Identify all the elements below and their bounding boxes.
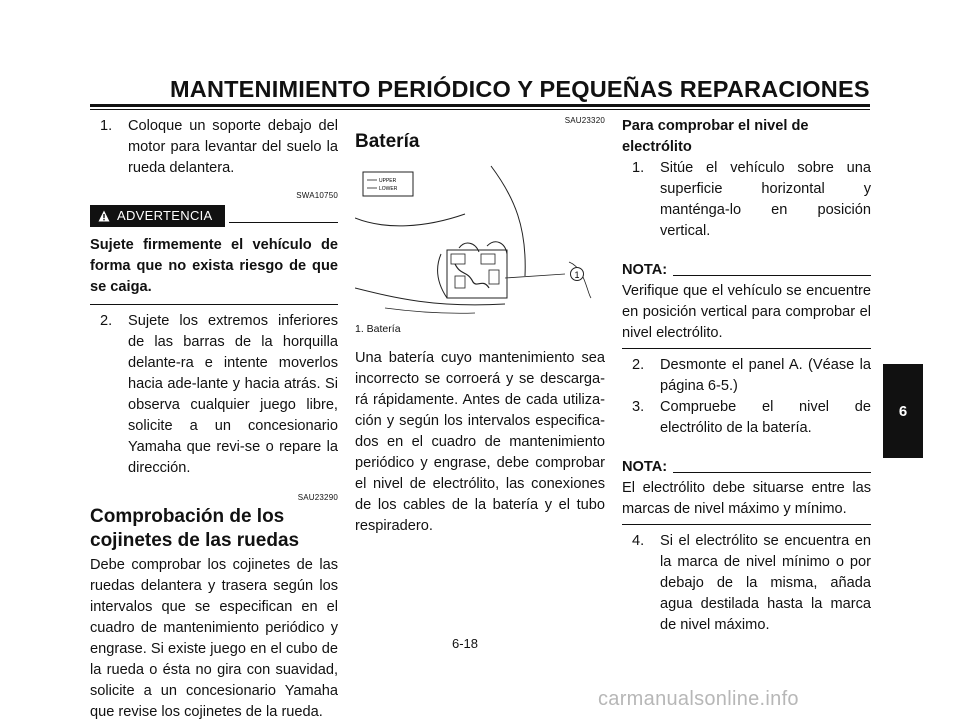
note-1-rule xyxy=(673,275,871,276)
warning-rule xyxy=(229,222,338,223)
step-c4 xyxy=(622,531,871,636)
figure-label-upper: UPPER xyxy=(379,178,397,184)
step-1 xyxy=(90,116,338,179)
header-rule-thin xyxy=(90,109,870,110)
step-c3-text: Compruebe el nivel de electrólito de la batería. xyxy=(660,399,871,436)
step-2 xyxy=(90,311,338,479)
warning-text: Sujete firmemente el vehículo de forma que no exista riesgo de que se caiga. xyxy=(90,237,338,295)
step-c2-text: Desmonte el panel A. (Véase la página 6-5.) xyxy=(660,357,871,394)
section-body-battery: Una batería cuyo mantenimiento sea incorrecto se corroerá y se descarga-rá rápidamente. Antes de cada utiliza-ción y según los intervalos especifica-dos en el cuadro de mantenimiento periódico y engrase, debe comprobar el nivel de electrólito, las conexiones de los cables de la batería y el tubo respiradero. xyxy=(355,350,605,534)
figure-callout-1: 1 xyxy=(574,270,580,280)
note-2-heading xyxy=(622,457,871,478)
subhead-electrolyte: Para comprobar el nivel de electrólito xyxy=(622,118,809,155)
warning-code: SWA10750 xyxy=(296,191,338,200)
note-1-heading xyxy=(622,260,871,281)
warning-banner xyxy=(90,205,338,227)
figure-caption: 1. Batería xyxy=(355,323,401,335)
figure-label-lower: LOWER xyxy=(379,186,398,192)
step-c2-number: 2. xyxy=(632,357,645,373)
warning-label: ADVERTENCIA xyxy=(117,208,213,223)
step-c2 xyxy=(622,355,871,397)
section-code-battery: SAU23320 xyxy=(564,116,605,125)
step-c3-number: 3. xyxy=(632,399,645,415)
section-title-bearings-line1: Comprobación de los xyxy=(90,506,285,527)
section-code-bearings: SAU23290 xyxy=(297,493,338,502)
note-2-rule xyxy=(673,472,871,473)
page-header-title: MANTENIMIENTO PERIÓDICO Y PEQUEÑAS REPARACIONES xyxy=(170,76,870,102)
section-body-bearings: Debe comprobar los cojinetes de las ruedas delantera y trasera según los intervalos que se especifican en el cuadro de mantenimiento periódico y engrase. Si existe juego en el cubo de la rueda o ésta no gira con suavidad, solicite a un concesionario Yamaha que revise los cojinetes de la rueda. xyxy=(90,557,338,720)
column-middle xyxy=(355,116,605,537)
step-c1 xyxy=(622,158,871,242)
step-c1-text: Sitúe el vehículo sobre una superficie horizontal y manténga-lo en posición vertical. xyxy=(660,160,871,239)
warning-badge xyxy=(90,205,225,227)
section-title-bearings-line2: cojinetes de las ruedas xyxy=(90,530,300,551)
column-left xyxy=(90,116,338,723)
step-c3 xyxy=(622,397,871,439)
warning-end-rule xyxy=(90,304,338,305)
note-2-text: El electrólito debe situarse entre las marcas de nivel máximo y mínimo. xyxy=(622,480,871,517)
note-2-end-rule xyxy=(622,524,871,525)
warning-triangle-icon xyxy=(98,210,110,222)
step-1-text: Coloque un soporte debajo del motor para levantar del suelo la rueda delantera. xyxy=(128,118,338,176)
step-2-number: 2. xyxy=(100,313,113,329)
step-c1-number: 1. xyxy=(632,160,645,176)
step-2-text: Sujete los extremos inferiores de las barras de la horquilla delante-ra e intente moverlos hacia ade-lante y hacia atrás. Si observa cualquier juego libre, solicite a un concesionario Yamaha que revi-se o repare la dirección. xyxy=(128,313,338,476)
section-title-bearings xyxy=(90,505,338,553)
battery-illustration xyxy=(355,158,605,318)
note-1-text: Verifique que el vehículo se encuentre en posición vertical para comprobar el nivel electrólito. xyxy=(622,283,871,341)
column-right xyxy=(622,116,871,636)
step-c4-number: 4. xyxy=(632,533,645,549)
note-2-label: NOTA: xyxy=(622,459,668,475)
note-1-end-rule xyxy=(622,348,871,349)
section-title-battery: Batería xyxy=(355,131,420,152)
step-1-number: 1. xyxy=(100,118,113,134)
note-1-label: NOTA: xyxy=(622,262,668,278)
header-rule-thick xyxy=(90,104,870,107)
chapter-tab: 6 xyxy=(883,364,923,458)
page-number: 6-18 xyxy=(452,636,479,651)
step-c4-text: Si el electrólito se encuentra en la marca de nivel mínimo o por debajo de la misma, añada agua destilada hasta la marca de nivel máximo. xyxy=(660,533,871,633)
watermark: carmanualsonline.info xyxy=(598,688,799,710)
